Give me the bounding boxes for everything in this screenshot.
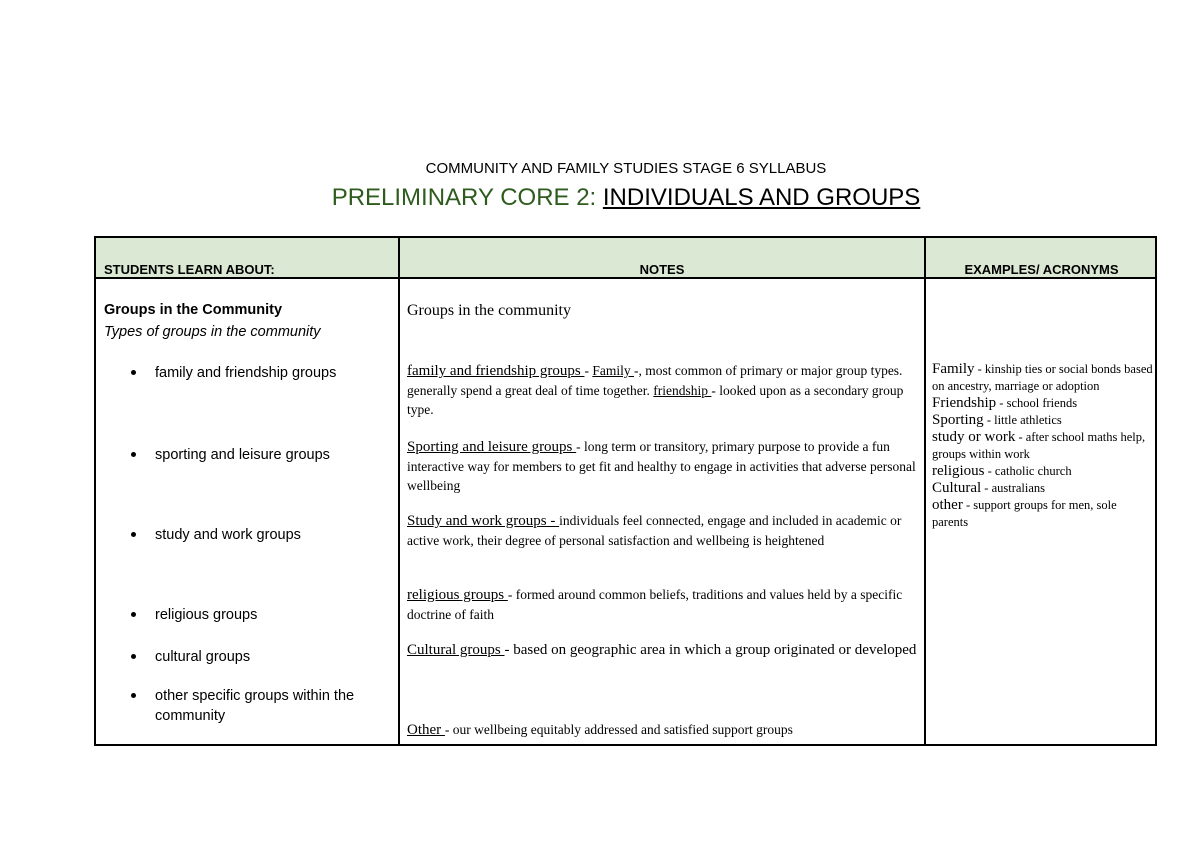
core-prefix: PRELIMINARY CORE 2: (331, 184, 603, 211)
core-title-underlined: INDIVIDUALS AND GROUPS (602, 184, 921, 211)
bullet-icon (131, 532, 136, 537)
column-header-examples: EXAMPLES/ ACRONYMS (964, 262, 1119, 277)
syllabus-heading: COMMUNITY AND FAMILY STUDIES STAGE 6 SYLLABUS (425, 160, 827, 177)
bullet-icon (131, 370, 136, 375)
column-divider (924, 238, 926, 744)
note-sporting-leisure: Sporting and leisure groups - long term or transitory, primary purpose to provide a fun interactive way for members to get fit and healthy to engage in activities that adverse personal wellbeing (407, 439, 916, 493)
example-item: other - support groups for men, sole parents (932, 497, 1117, 529)
column-header-learn: STUDENTS LEARN ABOUT: (104, 262, 275, 277)
bullet-icon (131, 654, 136, 659)
bullet-icon (131, 693, 136, 698)
note-family-friendship: family and friendship groups - Family -, most common of primary or major group types. generally spend a great deal of time together. friendship - looked upon as a secondary group type. (407, 363, 904, 417)
syllabus-table: STUDENTS LEARN ABOUT: NOTES EXAMPLES/ ACRONYMS Groups in the Community Types of groups in the community family and friendship groups sporting and leisure groups study and work groups religious groups cultural groups other specific groups within the community Groups in the community family and friendship groups - Family -, most common of primary or major group types. generally spend a great deal of time together. friendship - looked upon as a secondary group type. Sporting and leisure groups - long term or transitory, primary purpose to provide a fun interactive way for members to get fit and healthy to engage in activities that adverse personal wellbeing Study and work groups - individuals feel connected, engage and included in academic or active work, their degree of personal satisfaction and wellbeing is heightened religious groups - formed around common beliefs, traditions and values held by a specific doctrine of faith Cultural groups - based on geographic area in which a group originated or developed Other - our wellbeing equitably addressed and satisfied support groups Family - kinship ties or social bonds based on ancestry, marriage or adoption Friendship - school friends Sporting - little athletics study or work - after school maths help, groups within work religious - catholic church Cultural - australians other - support groups for men, sole parents (94, 236, 1157, 746)
note-religious: religious groups - formed around common beliefs, traditions and values held by a specific doctrine of faith (407, 587, 903, 622)
examples-list (932, 361, 1154, 531)
learn-subheading: Types of groups in the community (104, 324, 321, 340)
note-study-work: Study and work groups - individuals feel connected, engage and included in academic or active work, their degree of personal satisfaction and wellbeing is heightened (407, 513, 902, 548)
example-item: Friendship - school friends (932, 395, 1078, 411)
learn-heading: Groups in the Community (104, 302, 283, 318)
note-other: Other - our wellbeing equitably addressed and satisfied support groups (407, 722, 793, 738)
example-item: religious - catholic church (932, 463, 1072, 479)
bullet-icon (131, 612, 136, 617)
example-item: Cultural - australians (932, 480, 1046, 496)
bullet-icon (131, 452, 136, 457)
example-item: Family - kinship ties or social bonds based on ancestry, marriage or adoption (932, 361, 1153, 393)
column-header-notes: NOTES (639, 262, 685, 277)
example-item: study or work - after school maths help, groups within work (932, 429, 1146, 461)
example-item: Sporting - little athletics (932, 412, 1062, 428)
notes-heading: Groups in the community (407, 302, 571, 319)
note-cultural: Cultural groups - based on geographic area in which a group originated or developed (407, 642, 917, 658)
core-title (0, 184, 1200, 212)
column-divider (398, 238, 400, 744)
